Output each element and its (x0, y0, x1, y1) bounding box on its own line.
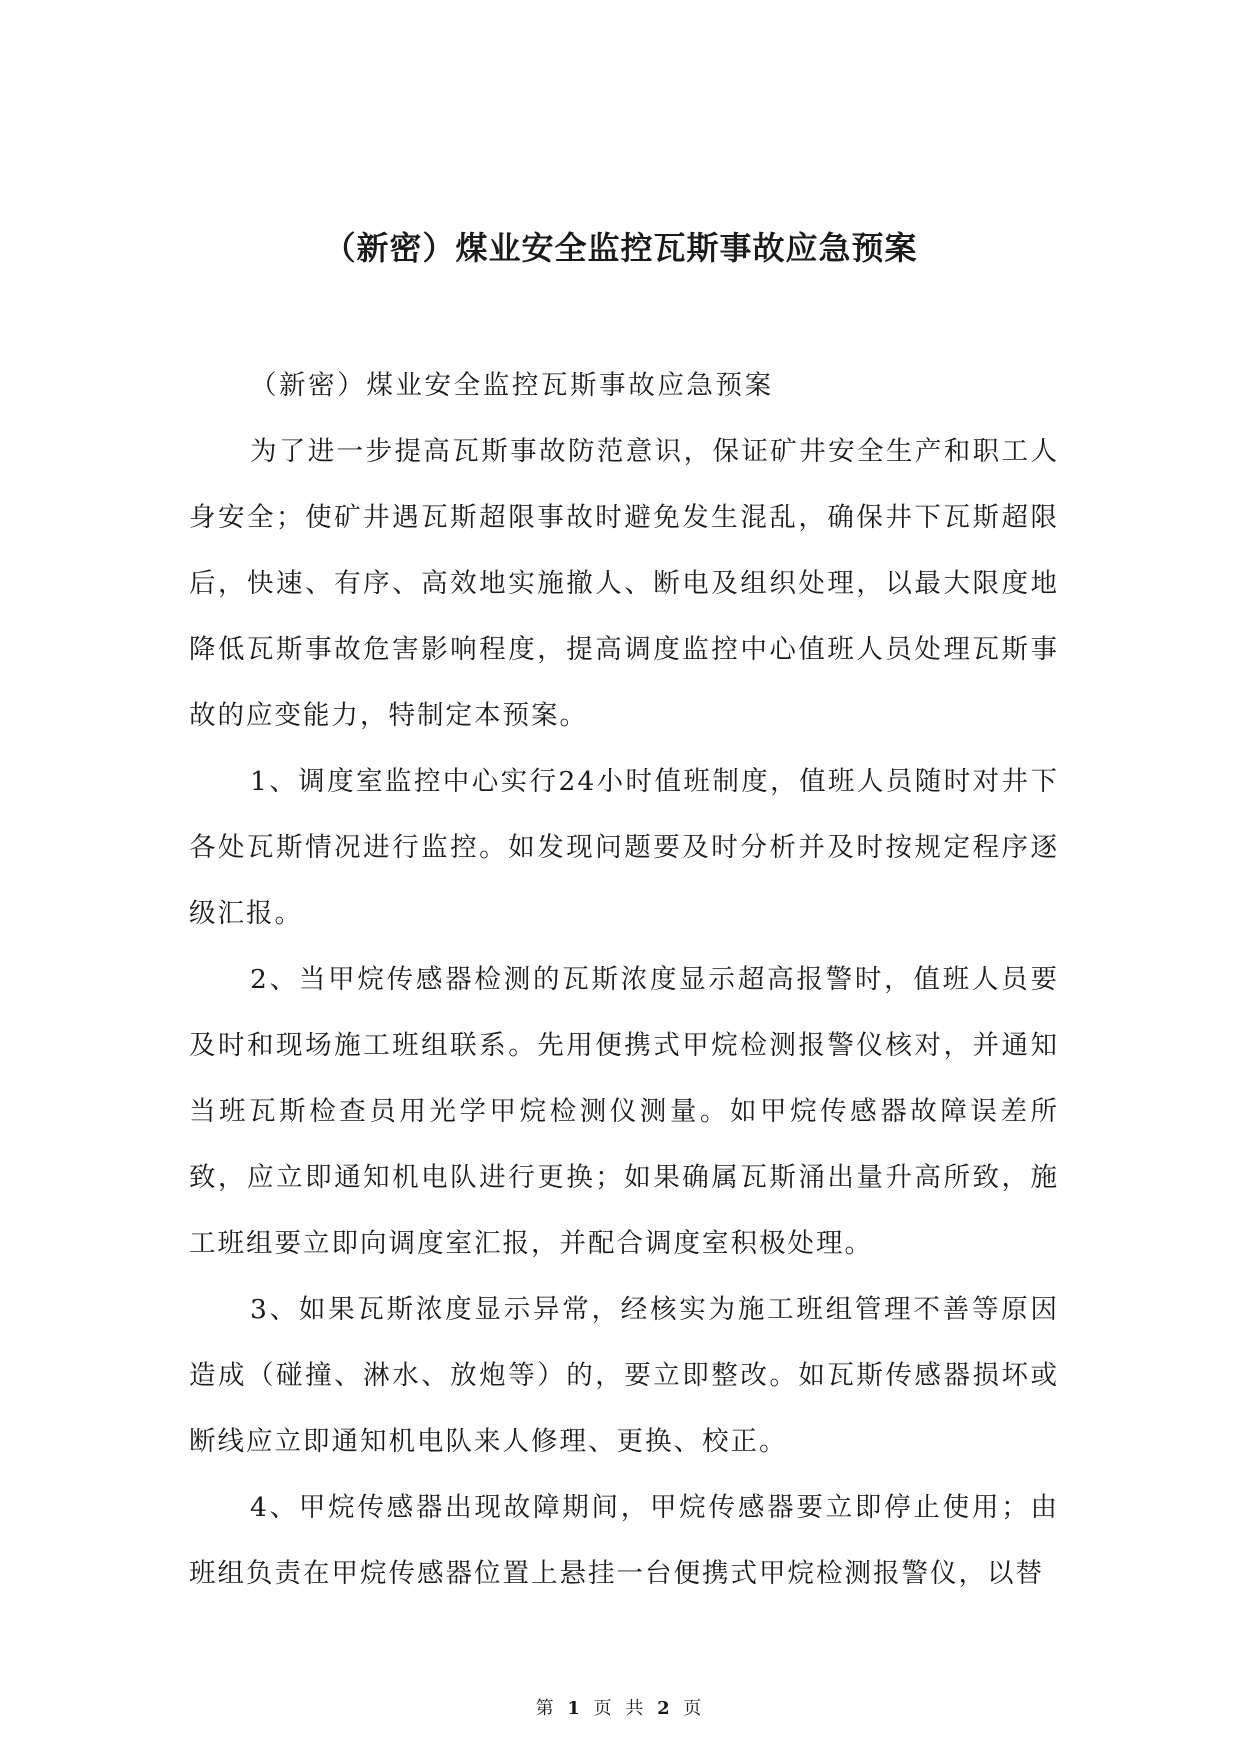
footer-current-page: 1 (567, 1698, 584, 1719)
paragraph-item-3: 3、如果瓦斯浓度显示异常，经核实为施工班组管理不善等原因造成（碰撞、淋水、放炮等）的，要立即整改。如瓦斯传感器损坏或断线应立即通知机电队来人修理、更换、校正。 (189, 1294, 1059, 1457)
footer-middle: 页 共 (593, 1698, 648, 1719)
paragraph-item-4: 4、甲烷传感器出现故障期间，甲烷传感器要立即停止使用；由班组负责在甲烷传感器位置上悬挂一台便携式甲烷检测报警仪，以替 (189, 1492, 1059, 1589)
footer-prefix: 第 (535, 1698, 558, 1719)
page-footer (0, 1697, 1241, 1721)
paragraph-intro: 为了进一步提高瓦斯事故防范意识，保证矿井安全生产和职工人身安全；使矿井遇瓦斯超限事故时避免发生混乱，确保井下瓦斯超限后，快速、有序、高效地实施撤人、断电及组织处理，以最大限度地降低瓦斯事故危害影响程度，提高调度监控中心值班人员处理瓦斯事故的应变能力，特制定本预案。 (189, 436, 1059, 731)
footer-suffix: 页 (683, 1698, 706, 1719)
document-title: （新密）煤业安全监控瓦斯事故应急预案 (323, 229, 918, 267)
document-subtitle: （新密）煤业安全监控瓦斯事故应急预案 (249, 370, 774, 401)
paragraph-item-2: 2、当甲烷传感器检测的瓦斯浓度显示超高报警时，值班人员要及时和现场施工班组联系。先用便携式甲烷检测报警仪核对，并通知当班瓦斯检查员用光学甲烷检测仪测量。如甲烷传感器故障误差所致，应立即通知机电队进行更换；如果确属瓦斯涌出量升高所致，施工班组要立即向调度室汇报，并配合调度室积极处理。 (189, 964, 1059, 1259)
footer-total-pages: 2 (657, 1698, 674, 1719)
paragraph-item-1: 1、调度室监控中心实行24小时值班制度，值班人员随时对井下各处瓦斯情况进行监控。如发现问题要及时分析并及时按规定程序逐级汇报。 (189, 766, 1059, 929)
document-body (189, 353, 1059, 1607)
